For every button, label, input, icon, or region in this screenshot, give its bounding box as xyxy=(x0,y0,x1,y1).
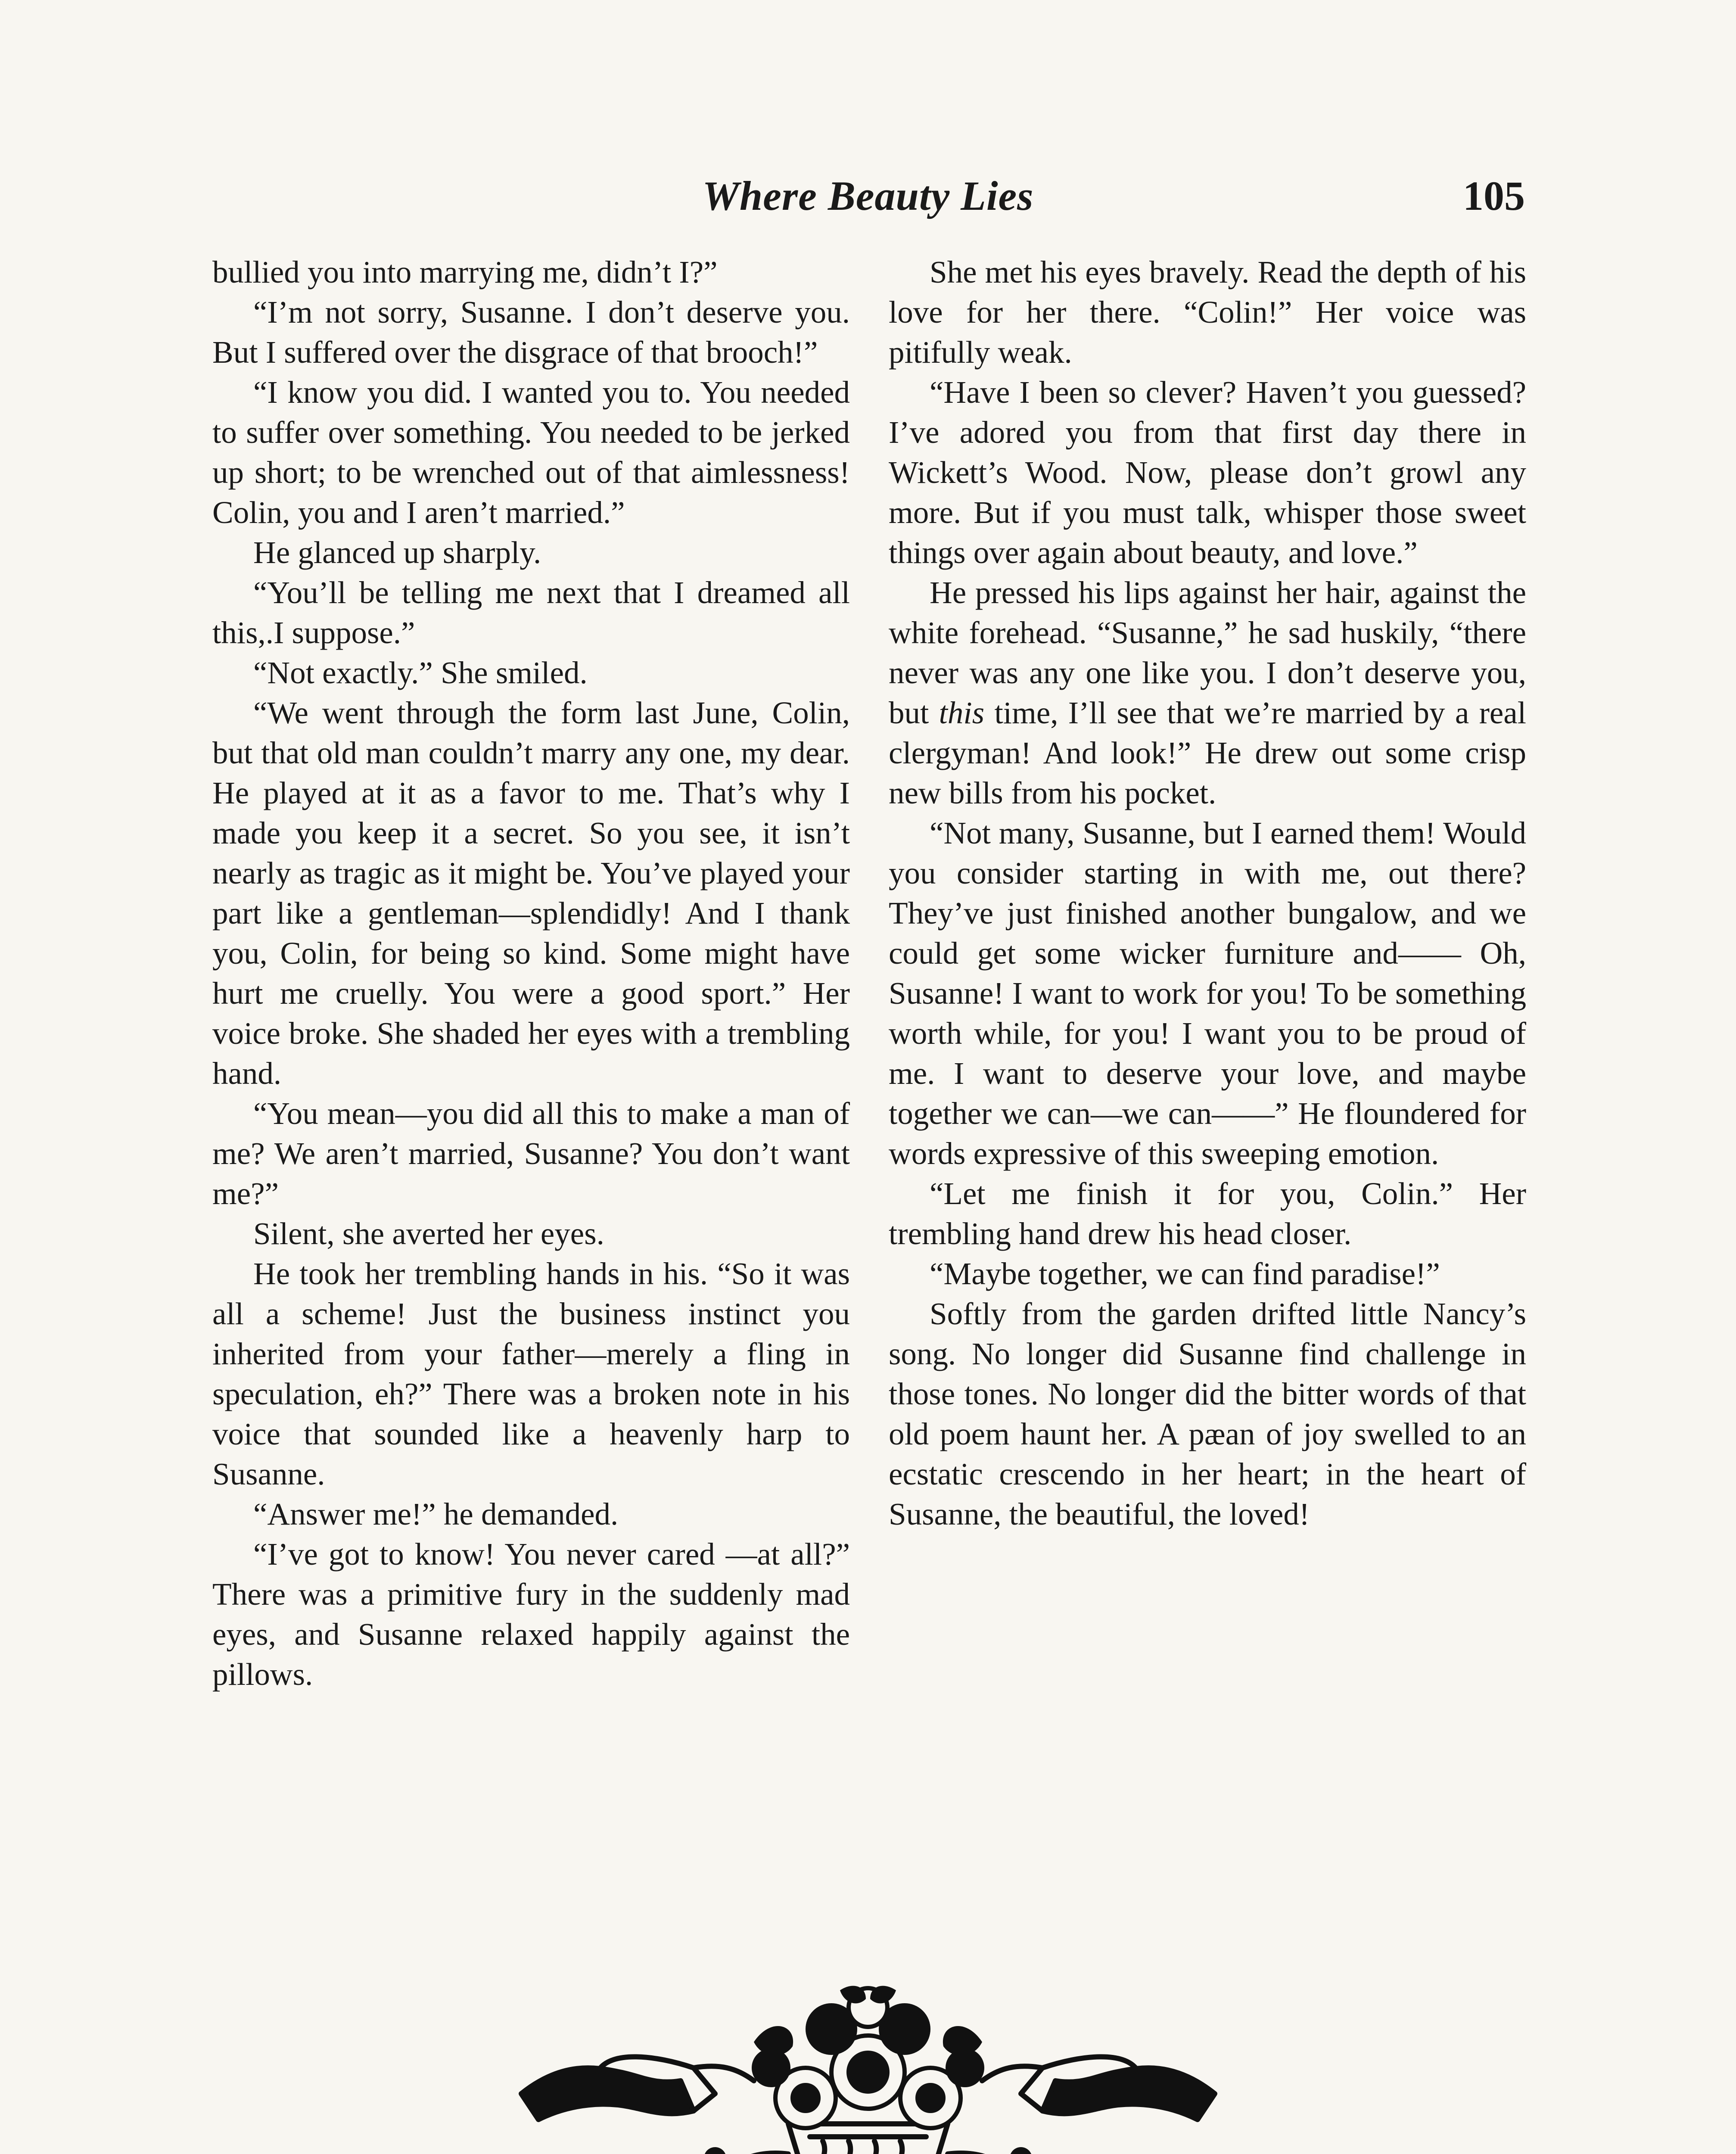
paragraph: “Not many, Susanne, but I earned them! Would you consider starting in with me, out there? They’ve just finished another bungalow, and we could get some wicker furniture and—— Oh, Susanne! I want to work for you! To be something worth while, for you! I want you to be proud of me. I want to deserve your love, and maybe together we can—we can——” He floundered for words expressive of this sweeping emotion. xyxy=(889,816,1526,1171)
paragraph: “Answer me!” he demanded. xyxy=(253,1497,619,1531)
running-head xyxy=(211,164,1525,228)
paragraph: “I’ve got to know! You never cared —at all?” There was a primitive fury in the suddenly mad eyes, and Susanne relaxed happily against the pillows. xyxy=(212,1537,850,1692)
paragraph: “I know you did. I wanted you to. You needed to suffer over something. You needed to be jerked up short; to be wrenched out of that aimlessness! Colin, you and I aren’t married.” xyxy=(212,375,850,530)
paragraph: She met his eyes bravely. Read the depth of his love for her there. “Colin!” Her voice was pitifully weak. xyxy=(889,255,1526,370)
paragraph: Silent, she averted her eyes. xyxy=(253,1216,604,1251)
paragraph: “You mean—you did all this to make a man of me? We aren’t married, Susanne? You don’t want me?” xyxy=(212,1096,850,1211)
paragraph: “Maybe together, we can find paradise!” xyxy=(930,1256,1440,1291)
paragraph: He glanced up sharply. xyxy=(253,535,541,570)
paragraph: He took her trembling hands in his. “So it was all a scheme! Just the business instinct you inherited from your father—merely a fling in speculation, eh?” There was a broken note in his voice that sounded like a heavenly harp to Susanne. xyxy=(212,1256,850,1491)
paragraph: “Not exactly.” She smiled. xyxy=(253,655,588,690)
paragraph: bullied you into marrying me, didn’t I?” xyxy=(212,255,718,289)
page-number: 105 xyxy=(1463,173,1525,219)
emphasis-text: this xyxy=(939,695,985,730)
paragraph: He pressed his lips against her hair, against the white forehead. “Susanne,” he sad huskily, “there never was any one like you. I don’t deserve you, but this time, I’ll see that we’re married by a real clergyman! And look!” He drew out some crisp new bills from his pocket. xyxy=(889,575,1526,810)
paragraph: “I’m not sorry, Susanne. I don’t deserve you. But I suffered over the disgrace of that brooch!” xyxy=(212,295,850,370)
paragraph: “You’ll be telling me next that I dreamed all this,.I suppose.” xyxy=(212,575,850,650)
right-column xyxy=(889,252,1526,1534)
paragraph: “Let me finish it for you, Colin.” Her trembling hand drew his head closer. xyxy=(889,1176,1526,1251)
running-title: Where Beauty Lies xyxy=(702,173,1034,219)
left-column xyxy=(212,252,850,1694)
paragraph: Softly from the garden drifted little Nancy’s song. No longer did Susanne find challenge in those tones. No longer did the bitter words of that old poem haunt her. A pæan of joy swelled to an ecstatic crescendo in her heart; in the heart of Susanne, the beautiful, the loved! xyxy=(889,1296,1526,1531)
flower-basket-ornament-icon xyxy=(513,1982,1223,2154)
paragraph: “We went through the form last June, Colin, but that old man couldn’t marry any one, my dear. He played at it as a favor to me. That’s why I made you keep it a secret. So you see, it isn’t nearly as tragic as it might be. You’ve played your part like a gentleman—splendidly! And I thank you, Colin, for being so kind. Some might have hurt me cruelly. You were a good sport.” Her voice broke. She shaded her eyes with a trembling hand. xyxy=(212,695,850,1091)
paragraph: “Have I been so clever? Haven’t you guessed? I’ve adored you from that first day there in Wickett’s Wood. Now, please don’t growl any more. But if you must talk, whisper those sweet things over again about beauty, and love.” xyxy=(889,375,1526,570)
